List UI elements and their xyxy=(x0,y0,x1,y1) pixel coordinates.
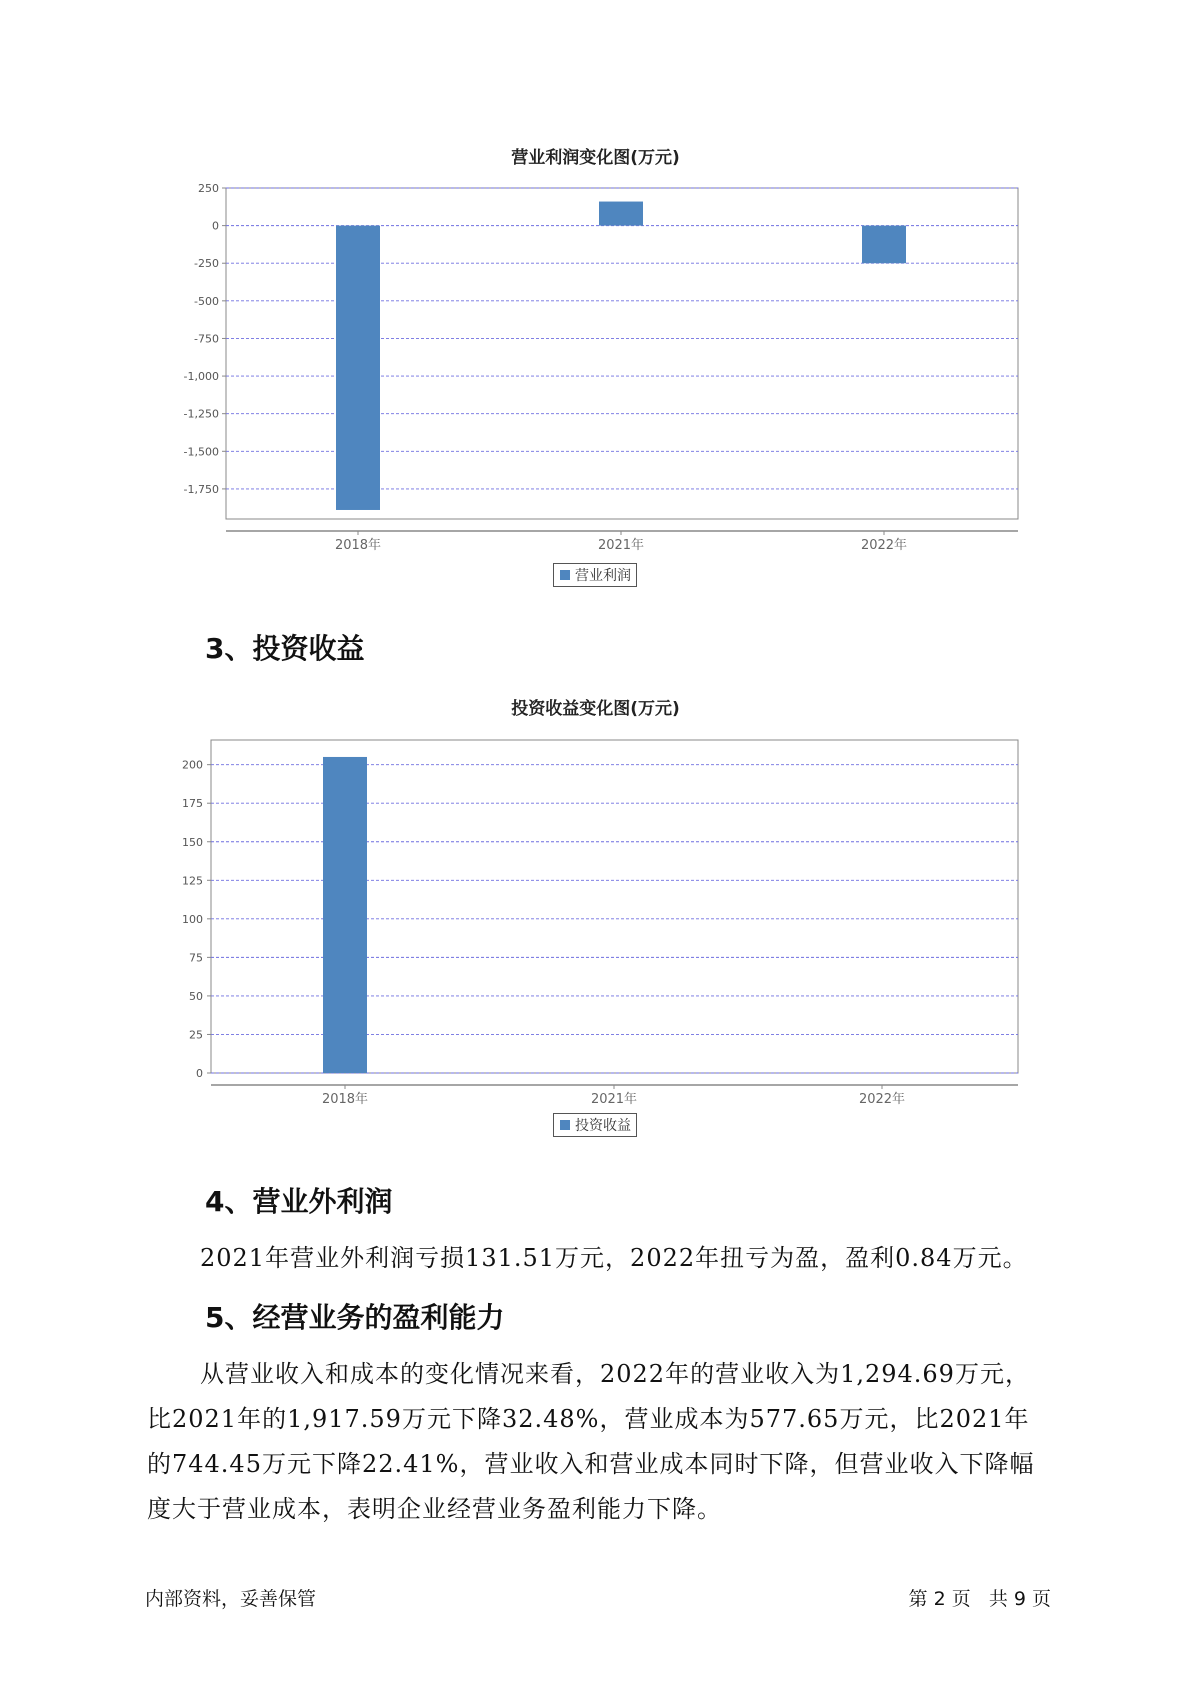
x-tick-label: 2021年 xyxy=(590,1092,638,1107)
chart1-title: 营业利润变化图(万元) xyxy=(511,148,680,168)
y-tick-label: -1,500 xyxy=(183,445,219,459)
chart2-title: 投资收益变化图(万元) xyxy=(511,699,680,719)
legend-swatch xyxy=(560,1120,570,1130)
section-5-paragraph: 从营业收入和成本的变化情况来看，2022年的营业收入为1,294.69万元，比2021年的1,917.59万元下降32.48%，营业成本为577.65万元，比2021年的744.45万元下降22.41%，营业收入和营业成本同时下降，但营业收入下降幅度大于营业成本，表明企业经营业务盈利能力下降。 xyxy=(147,1360,1035,1523)
y-tick-label: -250 xyxy=(194,257,219,271)
chart2-legend xyxy=(553,1113,637,1137)
section-heading-4: 4、营业外利润 xyxy=(205,1185,393,1218)
section-heading-5: 5、经营业务的盈利能力 xyxy=(205,1301,505,1334)
footer-confidential-note: 内部资料，妥善保管 xyxy=(145,1588,317,1610)
y-tick-label: 25 xyxy=(189,1028,203,1042)
x-tick-label: 2018年 xyxy=(334,538,382,553)
y-tick-label: 200 xyxy=(182,758,203,772)
footer-page-number: 第 2 页 共 9 页 xyxy=(908,1588,1051,1610)
section-4-paragraph: 2021年营业外利润亏损131.51万元，2022年扭亏为盈，盈利0.84万元。 xyxy=(200,1244,1028,1272)
y-tick-label: -500 xyxy=(194,294,219,308)
y-tick-label: -1,250 xyxy=(183,407,219,421)
y-tick-label: 50 xyxy=(189,989,203,1003)
y-tick-label: 0 xyxy=(196,1067,203,1080)
y-tick-label: 175 xyxy=(182,797,203,811)
chart1-legend-label: 营业利润 xyxy=(575,568,631,584)
y-tick-label: 100 xyxy=(182,912,203,926)
x-tick-label: 2022年 xyxy=(858,1092,906,1107)
chart2-legend-label: 投资收益 xyxy=(575,1118,631,1134)
y-tick-label: -750 xyxy=(194,332,219,346)
bar xyxy=(323,757,367,1073)
x-tick-label: 2018年 xyxy=(321,1092,369,1107)
section-heading-3: 3、投资收益 xyxy=(205,632,365,665)
y-tick-label: 125 xyxy=(182,874,203,888)
y-tick-label: 0 xyxy=(212,219,219,233)
y-tick-label: 150 xyxy=(182,835,203,849)
y-tick-label: 250 xyxy=(198,182,219,195)
x-tick-label: 2021年 xyxy=(597,538,645,553)
x-tick-label: 2022年 xyxy=(860,538,908,553)
y-tick-label: -1,000 xyxy=(183,370,219,384)
y-tick-label: 75 xyxy=(189,951,203,965)
y-tick-label: -1,750 xyxy=(183,482,219,496)
